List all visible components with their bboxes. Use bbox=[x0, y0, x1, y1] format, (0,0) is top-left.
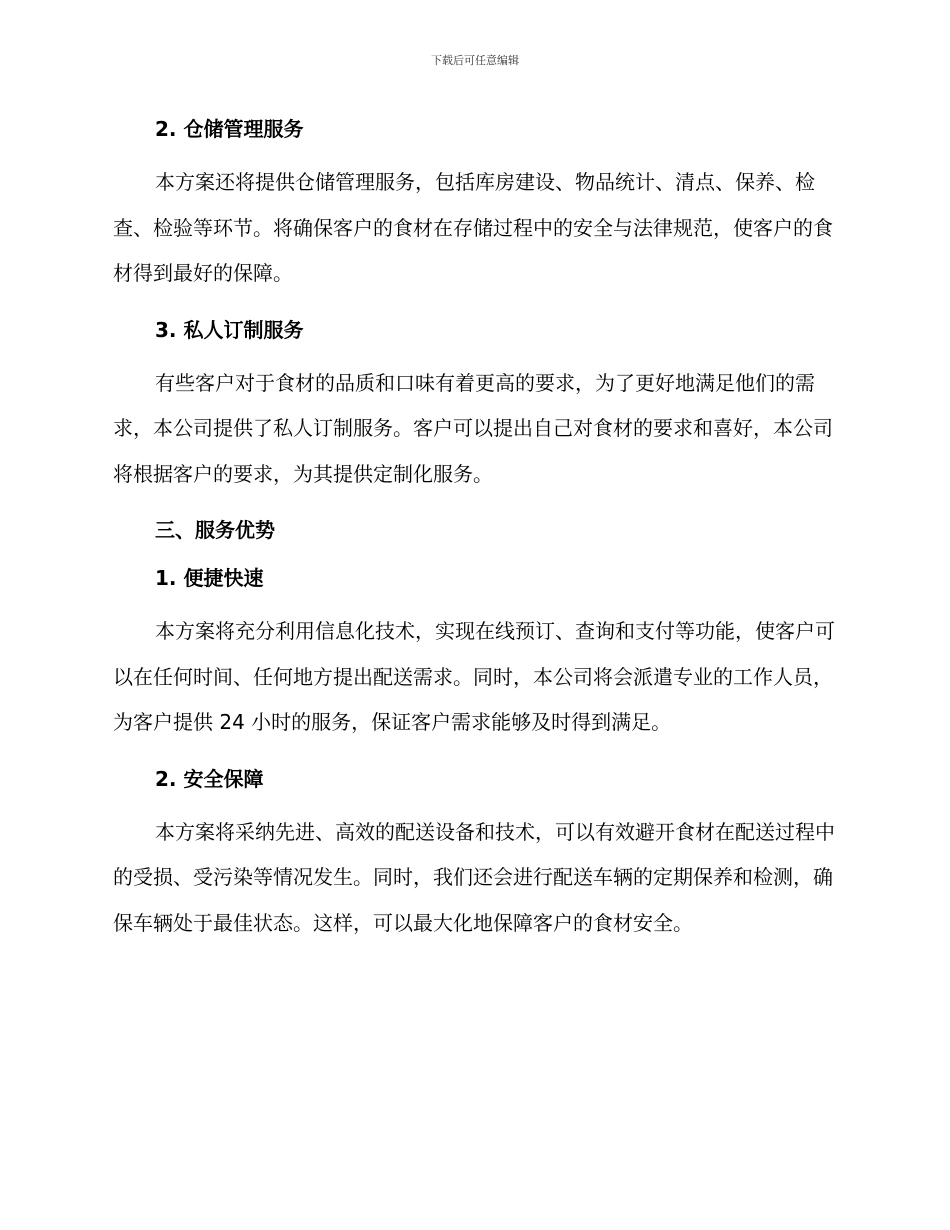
section-heading-custom-service: 3. 私人订制服务 bbox=[155, 317, 304, 342]
section-heading-safety: 2. 安全保障 bbox=[155, 766, 264, 791]
section-heading-warehouse-service: 2. 仓储管理服务 bbox=[155, 117, 304, 141]
section-heading-convenience: 1. 便捷快速 bbox=[155, 566, 264, 590]
paragraph-convenience: 本方案将充分利用信息化技术，实现在线预订、查询和支付等功能，使客户可以在任何时间、任何地方提出配送需求。同时，本公司将会派遣专业的工作人员，为客户提供 24 小时的服务，保证客户需求能够及时得到满足。 bbox=[113, 619, 835, 734]
page-header-watermark: 下载后可任意编辑 bbox=[431, 54, 519, 67]
paragraph-safety: 本方案将采纳先进、高效的配送设备和技术，可以有效避开食材在配送过程中的受损、受污染等情况发生。同时，我们还会进行配送车辆的定期保养和检测，确保车辆处于最佳状态。这样，可以最大化地保障客户的食材安全。 bbox=[113, 819, 835, 935]
document-body bbox=[113, 112, 837, 946]
paragraph-warehouse-service: 本方案还将提供仓储管理服务，包括库房建设、物品统计、清点、保养、检查、检验等环节。将确保客户的食材在存储过程中的安全与法律规范，使客户的食材得到最好的保障。 bbox=[113, 170, 833, 285]
paragraph-custom-service: 有些客户对于食材的品质和口味有着更高的要求，为了更好地满足他们的需求，本公司提供了私人订制服务。客户可以提出自己对食材的要求和喜好，本公司将根据客户的要求，为其提供定制化服务。 bbox=[113, 370, 833, 486]
section-heading-service-advantages: 三、服务优势 bbox=[155, 518, 275, 542]
